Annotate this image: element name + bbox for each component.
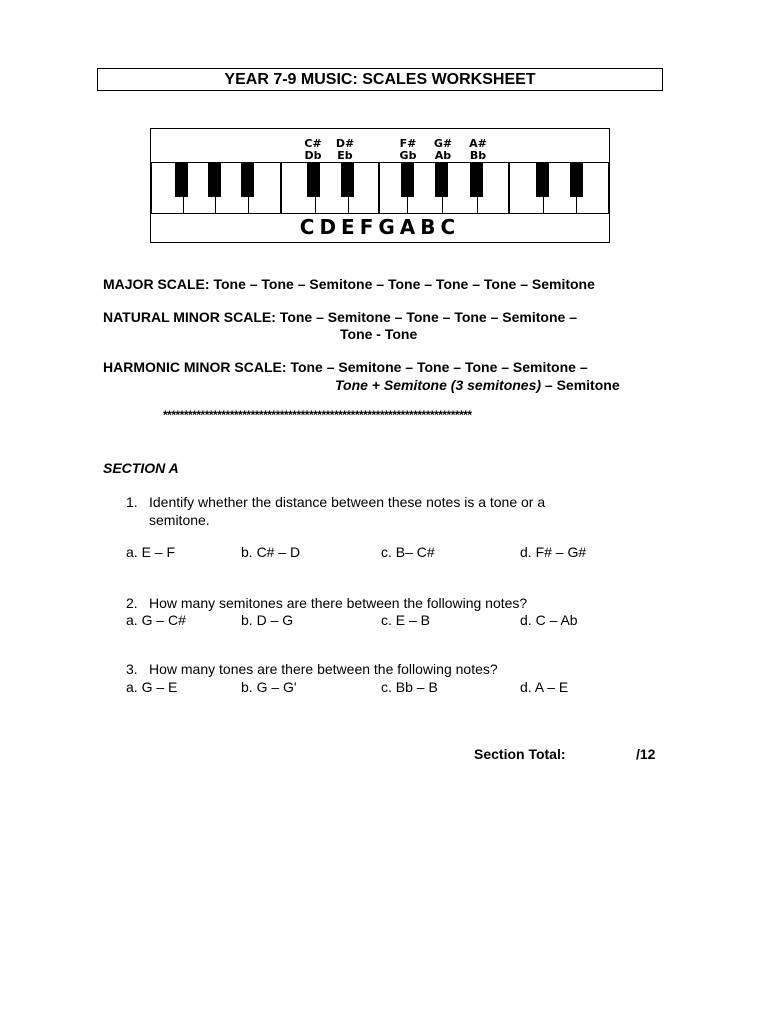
flat-name: Db [304, 149, 322, 162]
section-total-value: /12 [636, 746, 656, 762]
question-text-cont: semitone. [149, 512, 210, 528]
section-heading: SECTION A [103, 460, 179, 476]
key-divider [442, 197, 443, 214]
flat-name: Eb [337, 149, 353, 162]
question-number: 3. [126, 661, 138, 677]
piano-keyboard-diagram [150, 128, 610, 243]
flat-name: Gb [399, 149, 417, 162]
key-divider [248, 197, 249, 214]
answer-option: a. G – C# [126, 612, 186, 628]
asterisk-divider: ************************************************************************** [163, 408, 472, 422]
sharp-name: F# [399, 137, 417, 150]
answer-option: c. Bb – B [381, 679, 438, 695]
augmented-second-note: Tone + Semitone (3 semitones) [335, 377, 542, 393]
answer-option: d. C – Ab [520, 612, 578, 628]
answer-option: b. D – G [241, 612, 294, 628]
harmonic-minor-formula-cont [335, 377, 620, 393]
question-text: How many semitones are there between the following notes? [149, 595, 528, 611]
accidental-label [460, 138, 496, 162]
sharp-name: C# [304, 137, 322, 150]
major-scale-formula: MAJOR SCALE: Tone – Tone – Semitone – Tone – Tone – Tone – Semitone [103, 276, 595, 292]
sharp-name: A# [469, 137, 487, 150]
natural-minor-formula-cont: Tone - Tone [340, 326, 418, 342]
harmonic-minor-formula: HARMONIC MINOR SCALE: Tone – Semitone – Tone – Tone – Semitone – [103, 359, 588, 375]
answer-option: d. A – E [520, 679, 569, 695]
worksheet-title: YEAR 7-9 MUSIC: SCALES WORKSHEET [97, 68, 663, 91]
note-letters: CDEFGABC [299, 215, 461, 239]
accidental-label [390, 138, 426, 162]
sharp-name: D# [335, 137, 355, 150]
question-number: 2. [126, 595, 138, 611]
key-divider [315, 197, 316, 214]
question-number: 1. [126, 494, 138, 510]
key-divider [215, 197, 216, 214]
answer-option: a. G – E [126, 679, 178, 695]
answer-option: b. G – G' [241, 679, 297, 695]
black-key [570, 162, 583, 197]
black-key [470, 162, 483, 197]
answer-option: b. C# – D [241, 544, 301, 560]
flat-name: Bb [469, 149, 487, 162]
key-divider [543, 197, 544, 214]
black-key [341, 162, 354, 197]
key-divider [477, 197, 478, 214]
white-key-group [509, 162, 609, 214]
natural-minor-formula: NATURAL MINOR SCALE: Tone – Semitone – Tone – Tone – Semitone – [103, 309, 577, 325]
black-key [241, 162, 254, 197]
black-key [435, 162, 448, 197]
black-key [208, 162, 221, 197]
key-divider [407, 197, 408, 214]
question-text: Identify whether the distance between these notes is a tone or a [149, 494, 546, 510]
sharp-name: G# [433, 137, 453, 150]
answer-option: c. B– C# [381, 544, 435, 560]
black-key [401, 162, 414, 197]
section-total-label: Section Total: [474, 746, 566, 762]
key-divider [183, 197, 184, 214]
answer-option: c. E – B [381, 612, 431, 628]
black-key [307, 162, 320, 197]
answer-option: a. E – F [126, 544, 176, 560]
accidental-label [295, 138, 331, 162]
white-key-group [281, 162, 379, 214]
flat-name: Ab [434, 149, 452, 162]
key-divider [348, 197, 349, 214]
question-text: How many tones are there between the following notes? [149, 661, 498, 677]
accidental-label [327, 138, 363, 162]
black-key [175, 162, 188, 197]
black-key [536, 162, 549, 197]
accidental-label [425, 138, 461, 162]
answer-option: d. F# – G# [520, 544, 587, 560]
final-step: – Semitone [541, 377, 620, 393]
key-divider [576, 197, 577, 214]
